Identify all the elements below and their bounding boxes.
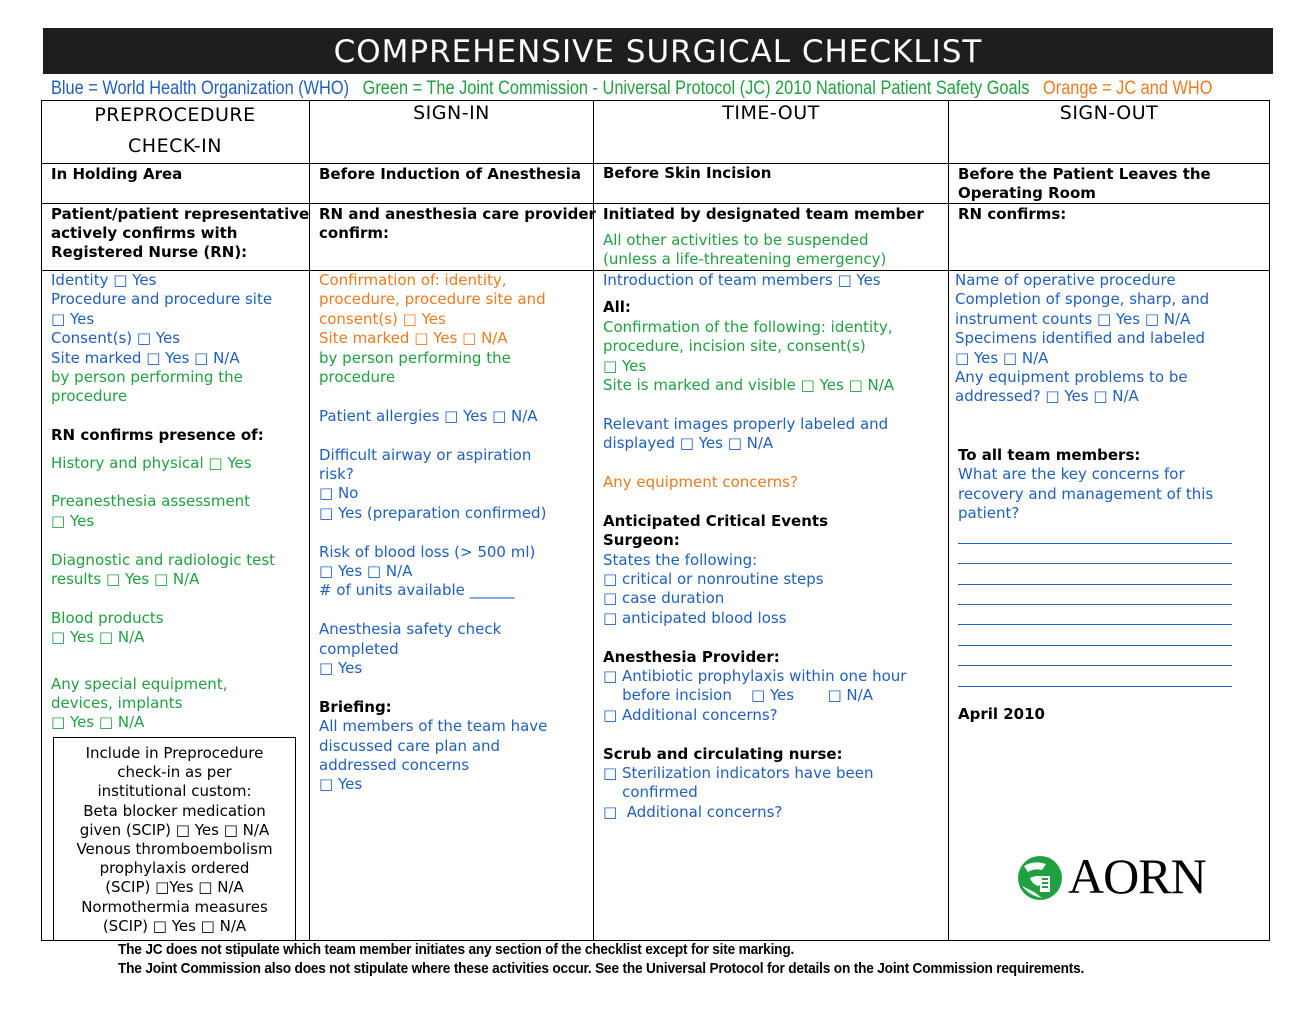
text-line: Include in Preprocedure (85, 744, 264, 762)
check-preanesthesia[interactable]: □ Yes (51, 511, 95, 530)
text-line: recovery and management of this (958, 484, 1214, 503)
aorn-logo (1016, 848, 1206, 904)
check-case-duration[interactable]: □ case duration (603, 589, 725, 608)
check-diagnostic-tests[interactable]: results □ Yes □ N/A (51, 570, 200, 589)
team-members-heading: To all team members: (958, 445, 1141, 464)
text-line: Patient/patient representative (51, 205, 310, 223)
check-site-marked[interactable]: Site marked □ Yes □ N/A (51, 348, 240, 367)
text-line: Before the Patient Leaves the (958, 165, 1211, 183)
check-briefing[interactable]: □ Yes (319, 775, 363, 794)
check-equipment-problems[interactable]: addressed? □ Yes □ N/A (955, 387, 1139, 406)
check-blood-loss[interactable]: □ Yes □ N/A (319, 562, 413, 581)
text-line: procedure, incision site, consent(s) (603, 337, 866, 356)
text-line: Anesthesia safety check (319, 620, 502, 639)
check-blood-loss[interactable]: □ anticipated blood loss (603, 608, 787, 627)
text-line: procedure, procedure site and (319, 290, 546, 309)
blank-line[interactable] (958, 544, 1232, 564)
text-line: All other activities to be suspended (603, 231, 869, 249)
revision-date: April 2010 (958, 704, 1045, 723)
check-critical-steps[interactable]: □ critical or nonroutine steps (603, 570, 824, 589)
check-identity[interactable]: Identity □ Yes (51, 271, 157, 289)
check-airway-yes[interactable]: □ Yes (preparation confirmed) (319, 503, 547, 522)
text-line: All members of the team have (319, 717, 548, 736)
check-antibiotic[interactable]: □ Antibiotic prophylaxis within one hour (603, 667, 907, 686)
text-line: Procedure and procedure site (51, 290, 273, 309)
text-line: Beta blocker medication (83, 801, 266, 820)
location-preprocedure: In Holding Area (51, 165, 183, 183)
text-line: check-in as per (117, 763, 232, 782)
check-beta-blocker[interactable]: given (SCIP) □ Yes □ N/A (79, 820, 270, 839)
text-line: confirmed (603, 783, 698, 802)
confirmer-sign-in (319, 205, 596, 243)
footnote-2: The Joint Commission also does not stipulate where these activities occur. See the Universal Protocol for details on the Joint Commission requirements. (118, 960, 1085, 977)
blank-line[interactable] (958, 666, 1232, 686)
blank-line[interactable] (958, 585, 1232, 605)
units-available-field[interactable]: # of units available ______ (319, 581, 515, 600)
check-consent[interactable]: Consent(s) □ Yes (51, 329, 181, 348)
briefing-heading: Briefing: (319, 697, 392, 716)
check-confirmation-identity[interactable]: consent(s) □ Yes (319, 309, 446, 328)
row-divider (42, 203, 1269, 204)
header-time-out: TIME-OUT (722, 102, 820, 124)
text-line: Registered Nurse (RN): (51, 243, 248, 261)
check-site-marked[interactable]: Site marked □ Yes □ N/A (319, 329, 508, 348)
text-line: risk? (319, 465, 354, 484)
text-line: Relevant images properly labeled and (603, 414, 889, 433)
footnote-1: The JC does not stipulate which team member initiates any section of the checklist except for site marking. (118, 941, 795, 958)
check-vte-prophylaxis[interactable]: (SCIP) □Yes □ N/A (105, 878, 244, 897)
text-line: institutional custom: (97, 782, 252, 801)
text-line: Operating Room (958, 184, 1096, 202)
text-line: States the following: (603, 550, 758, 569)
check-sterilization[interactable]: □ Sterilization indicators have been (603, 764, 874, 783)
confirmer-preprocedure (51, 205, 309, 262)
text-line: Diagnostic and radiologic test (51, 550, 276, 569)
blank-line[interactable] (958, 646, 1232, 666)
scrub-nurse-heading: Scrub and circulating nurse: (603, 744, 843, 763)
text-line: Any equipment problems to be (955, 368, 1188, 387)
text-line: Confirmation of: identity, (319, 271, 507, 289)
blank-line[interactable] (958, 625, 1232, 645)
text-line: devices, implants (51, 694, 183, 713)
location-time-out: Before Skin Incision (603, 164, 772, 182)
location-sign-in: Before Induction of Anesthesia (319, 165, 581, 183)
check-anesthesia-concerns[interactable]: □ Additional concerns? (603, 705, 778, 724)
equipment-concerns: Any equipment concerns? (603, 473, 798, 492)
check-airway-no[interactable]: □ No (319, 484, 359, 503)
anesthesia-provider-heading: Anesthesia Provider: (603, 647, 780, 666)
text-line: by person performing the (51, 368, 243, 387)
text-line: confirm: (319, 224, 390, 242)
check-procedure-site[interactable]: □ Yes (51, 309, 95, 328)
check-normothermia[interactable]: (SCIP) □ Yes □ N/A (102, 916, 247, 935)
concerns-lines[interactable] (958, 523, 1265, 686)
items-preprocedure (51, 271, 306, 733)
text-line: procedure (319, 368, 396, 387)
check-blood-products[interactable]: □ Yes □ N/A (51, 628, 145, 647)
text-line: patient? (958, 504, 1020, 523)
check-special-equipment[interactable]: □ Yes □ N/A (51, 713, 145, 732)
check-nurse-concerns[interactable]: □ Additional concerns? (603, 802, 783, 821)
text-line: (unless a life-threatening emergency) (603, 250, 887, 269)
check-specimens[interactable]: □ Yes □ N/A (955, 348, 1049, 367)
header-line: PREPROCEDURE (94, 104, 256, 126)
text-line: Blood products (51, 608, 164, 627)
confirmer-time-out (603, 205, 943, 270)
blank-line[interactable] (958, 605, 1232, 625)
blank-line[interactable] (958, 523, 1232, 543)
text-line: Completion of sponge, sharp, and (955, 290, 1210, 309)
color-legend (51, 78, 1213, 100)
blank-line[interactable] (958, 564, 1232, 584)
text-line: Venous thromboembolism (76, 840, 273, 859)
check-antibiotic-yes[interactable]: before incision □ Yes □ N/A (603, 686, 873, 705)
all-heading: All: (603, 298, 631, 317)
check-operative-procedure[interactable]: Name of operative procedure (955, 271, 1176, 289)
text-line: prophylaxis ordered (99, 859, 250, 878)
text-line: Difficult airway or aspiration (319, 445, 532, 464)
column-divider (948, 101, 949, 940)
items-sign-out (955, 271, 1265, 724)
text-line: completed (319, 639, 399, 658)
confirmer-sign-out: RN confirms: (958, 205, 1067, 223)
check-team-introduction[interactable]: Introduction of team members □ Yes (603, 271, 881, 289)
text-line: procedure (51, 387, 128, 406)
items-time-out (603, 271, 943, 822)
aorn-globe-icon (1016, 852, 1066, 904)
check-patient-allergies[interactable]: Patient allergies □ Yes □ N/A (319, 406, 538, 425)
text-line: addressed concerns (319, 756, 470, 775)
institutional-custom-box (53, 737, 296, 941)
header-sign-in: SIGN-IN (413, 102, 490, 124)
rn-confirms-heading: RN confirms presence of: (51, 426, 264, 445)
legend-orange: Orange = JC and WHO (1043, 78, 1213, 99)
text-line: Preanesthesia assessment (51, 492, 251, 511)
text-line: actively confirms with (51, 224, 238, 242)
text-line: Risk of blood loss (> 500 ml) (319, 542, 536, 561)
legend-green: Green = The Joint Commission - Universal Protocol (JC) 2010 National Patient Safety Goals (362, 78, 1030, 99)
location-sign-out (958, 165, 1211, 203)
legend-blue: Blue = World Health Organization (WHO) (51, 78, 350, 99)
text-line: What are the key concerns for (958, 465, 1185, 484)
text-line: Normothermia measures (81, 897, 268, 916)
check-history-physical[interactable]: History and physical □ Yes (51, 453, 252, 472)
header-preprocedure (41, 100, 309, 162)
critical-events-heading: Anticipated Critical Events (603, 511, 829, 530)
items-sign-in (319, 271, 589, 795)
aorn-wordmark: AORN (1068, 848, 1206, 904)
check-relevant-images[interactable]: displayed □ Yes □ N/A (603, 434, 774, 453)
surgeon-heading: Surgeon: (603, 531, 680, 550)
text-line: by person performing the (319, 348, 511, 367)
text-line: Initiated by designated team member (603, 205, 924, 223)
check-anesthesia-safety[interactable]: □ Yes (319, 659, 363, 678)
text-line: Confirmation of the following: identity, (603, 317, 893, 336)
text-line: RN and anesthesia care provider (319, 205, 596, 223)
check-site-visible[interactable]: Site is marked and visible □ Yes □ N/A (603, 376, 895, 395)
header-sign-out: SIGN-OUT (1059, 102, 1159, 124)
text-line: Specimens identified and labeled (955, 329, 1206, 348)
text-line: discussed care plan and (319, 736, 501, 755)
header-line: CHECK-IN (128, 135, 222, 157)
text-line: Any special equipment, (51, 674, 228, 693)
check-confirmation-all[interactable]: □ Yes (603, 356, 647, 375)
check-instrument-counts[interactable]: instrument counts □ Yes □ N/A (955, 309, 1191, 328)
checklist-title: COMPREHENSIVE SURGICAL CHECKLIST (43, 28, 1273, 74)
